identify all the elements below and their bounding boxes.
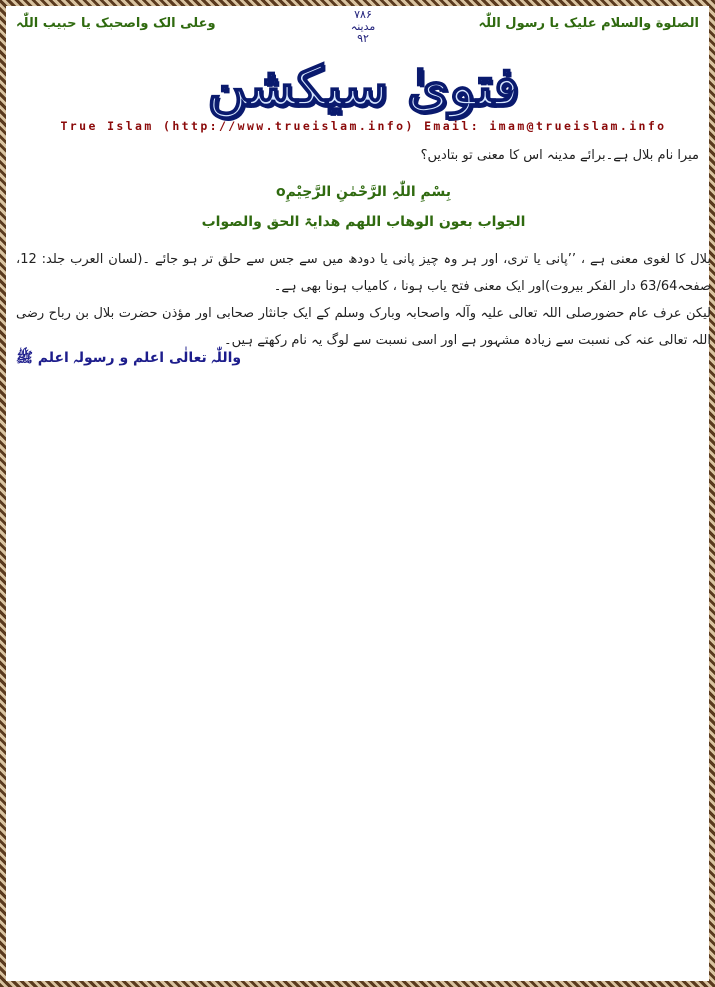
emblem-number-top: ۷۸۶	[354, 8, 372, 21]
site-contact-line: True Islam (http://www.trueislam.info) Email: imam@trueislam.info	[60, 119, 667, 133]
bismillah: بِسْمِ اللّٰہِ الرَّحْمٰنِ الرَّحِیْمِo	[275, 184, 452, 200]
question-text: میرا نام بلال ہے۔برائے مدینہ اس کا معنی تو بتادیں؟	[420, 148, 699, 163]
header-salutation-right: الصلوة والسلام علیک یا رسول اللّٰہ	[478, 16, 699, 31]
closing-line: واللّٰہ تعالٰی اعلم و رسولہ اعلم ﷺ	[16, 350, 242, 366]
answer-paragraph: بلال کا لغوی معنی ہے ، ’’پانی یا تری، اور ہر وہ چیز پانی یا دودھ میں سے جس سے حلق تر ہو جائے ۔(لسان العرب جلد: 12، صفحہ63/64 دار الفکر بیروت)اور ایک معنی فتح یاب ہونا ، کامیاب ہونا بھی ہے۔	[16, 252, 711, 294]
answer-body	[16, 246, 711, 354]
emblem-number-bottom: ۹۲	[357, 32, 369, 45]
page-title: فتویٰ سیکشن	[207, 54, 520, 118]
answer-paragraph: لیکن عرف عام حضورصلی اللہ تعالی علیہ وآلہ واصحابہ وبارک وسلم کے ایک جانثار صحابی اور مؤذن حضرت بلال بن رباح رضی اللہ تعالی عنہ کی نسبت سے زیادہ مشہور ہے اور اسی نسبت سے لوگ یہ نام رکھتے ہیں۔	[16, 306, 711, 348]
header-salutation-left: وعلی الک واصحبک یا حبیب اللّٰہ	[16, 16, 216, 31]
answer-heading: الجواب بعون الوھاب اللھم ھدایۃ الحق والصواب	[201, 214, 526, 230]
header-emblem	[336, 9, 390, 45]
emblem-word: مدینہ	[350, 20, 376, 33]
